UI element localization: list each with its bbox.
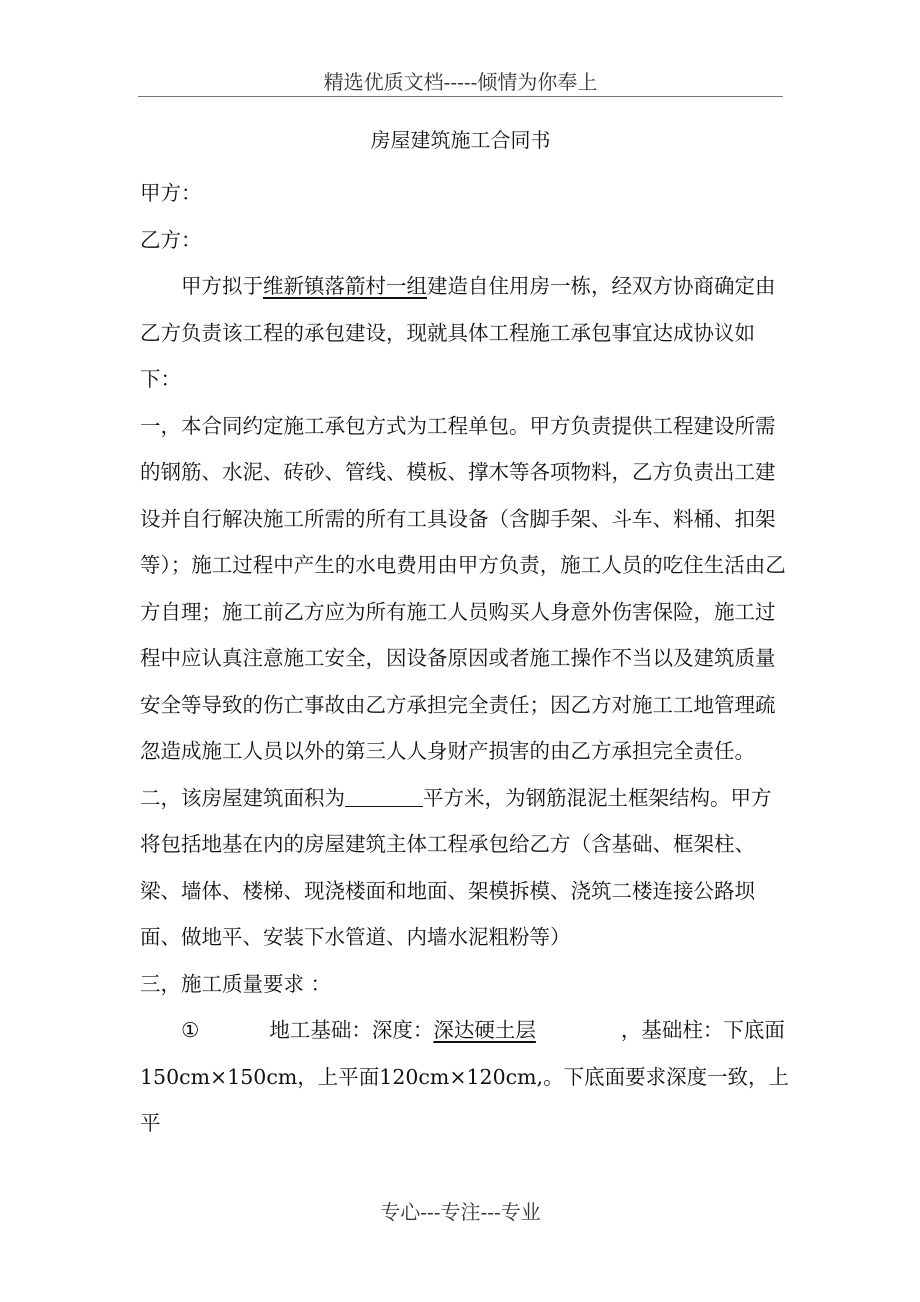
depth-filled-field: 深达硬土层 <box>433 1018 536 1042</box>
foundation-label: 地工基础：深度： <box>269 1018 434 1042</box>
clause-1: 一，本合同约定施工承包方式为工程单包。甲方负责提供工程建设所需的钢筋、水泥、砖砂、管线、模板、撑木等各项物料，乙方负责出工建设并自行解决施工所需的所有工具设备（含脚手架、斗车、料桶、扣架等）；施工过程中产生的水电费用由甲方负责，施工人员的吃住生活由乙方自理；施工前乙方应为所有施工人员购买人身意外伤害保险，施工过程中应认真注意施工安全，因设备原因或者施工操作不当以及建筑质量安全等导致的伤亡事故由乙方承担完全责任；因乙方对施工工地管理疏忽造成施工人员以外的第三人人身财产损害的由乙方承担完全责任。 <box>140 413 786 763</box>
page-footer: 专心---专注---专业 <box>380 1200 541 1224</box>
item-marker: ① <box>181 1018 200 1042</box>
location-filled-field: 维新镇落箭村一组 <box>263 274 427 298</box>
foundation-spec-text: ，基础柱：下底面150cm×150cm，上平面120cm×120cm,。下底面要求深度一致，上平 <box>140 1018 790 1135</box>
clause-3-heading: 三，施工质量要求 ： <box>140 971 332 996</box>
document-title: 房屋建筑施工合同书 <box>370 128 551 152</box>
clause-2-text-1: 二，该房屋建筑面积为 <box>140 785 345 810</box>
party-a-line: 甲方： <box>140 181 202 205</box>
clause-3-item-1 <box>140 1007 790 1147</box>
clause-2 <box>140 775 790 961</box>
party-b-line: 乙方： <box>140 227 202 252</box>
contract-body <box>140 170 790 1147</box>
header-divider <box>138 96 783 97</box>
page-header: 精选优质文档-----倾情为你奉上 <box>323 70 598 94</box>
intro-paragraph <box>140 263 790 403</box>
intro-text-2: 建造自住用房一栋，经双方协商确定由乙方负责该工程的承包建设，现就具体工程施工承包事宜达成协议如下： <box>140 274 776 391</box>
area-blank-field <box>345 784 423 807</box>
clause-2-text-2: 平方米，为钢筋混泥土框架结构。甲方将包括地基在内的房屋建筑主体工程承包给乙方（含基础、框架柱、梁、墙体、楼梯、现浇楼面和地面、架模拆模、浇筑二楼连接公路坝面、做地平、安装下水管道、内墙水泥粗粉等） <box>140 785 772 949</box>
intro-text-1: 甲方拟于 <box>181 274 263 298</box>
